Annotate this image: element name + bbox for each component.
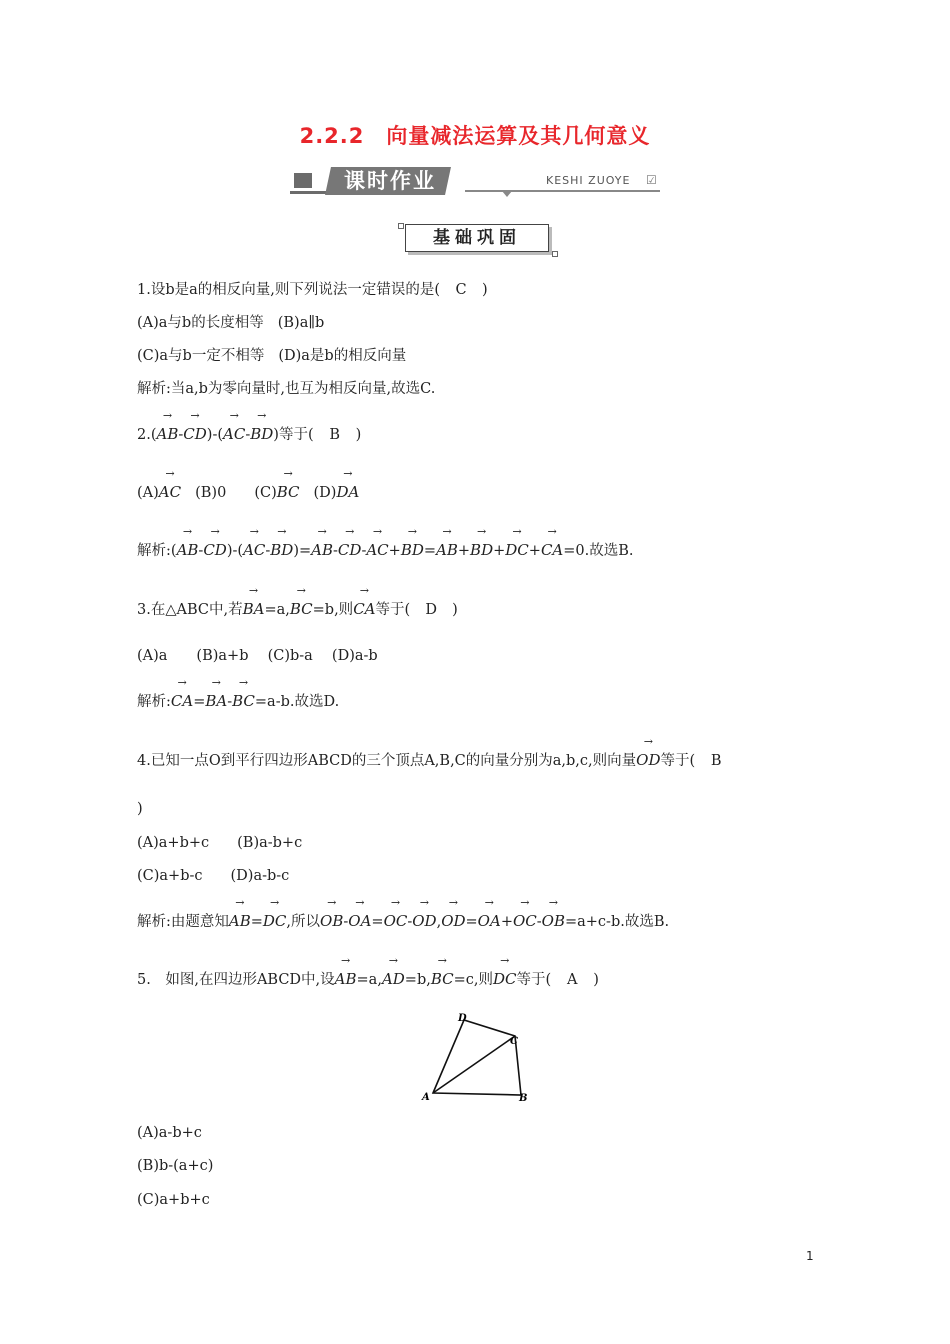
question-4-stem: 4.已知一点O到平行四边形ABCD的三个顶点A,B,C的向量分别为a,b,c,则向量→ OD等于( B	[137, 750, 737, 771]
question-5-option-a: (A)a-b+c	[137, 1125, 202, 1141]
banner-rule	[465, 190, 660, 192]
question-4-options-ab: (A)a+b+c (B)a-b+c	[137, 835, 303, 851]
banner-triangle-icon	[502, 191, 512, 197]
page-number: 1	[806, 1249, 814, 1263]
label-c: C	[510, 1036, 518, 1047]
question-3-stem: 3.在△ABC中,若→ BA=a,→ BC=b,则→ CA等于( D )	[137, 599, 458, 620]
question-4-close: )	[137, 801, 143, 817]
banner-square-icon	[294, 173, 312, 188]
question-2-stem: 2.(→ AB-→ CD)-(→ AC-→ BD)等于( B )	[137, 424, 361, 445]
question-5-option-c: (C)a+b+c	[137, 1192, 210, 1208]
question-3-options: (A)a (B)a+b (C)b-a (D)a-b	[137, 648, 378, 664]
question-1-options-cd: (C)a与b一定不相等 (D)a是b的相反向量	[137, 348, 407, 364]
banner-label: 课时作业	[344, 169, 436, 193]
page-title: 2.2.2 向量减法运算及其几何意义	[299, 124, 651, 148]
section-banner	[290, 167, 662, 197]
answer: C	[455, 282, 467, 298]
answer: B	[329, 427, 340, 443]
question-4-options-cd: (C)a+b-c (D)a-b-c	[137, 868, 290, 884]
question-5-option-b: (B)b-(a+c)	[137, 1158, 214, 1174]
quadrilateral-figure	[420, 1010, 534, 1104]
checkmark-icon: ☑	[646, 173, 657, 187]
section-heading: 基础巩固	[405, 224, 549, 252]
question-2-analysis: 解析:(→ AB-→ CD)-(→ AC-→ BD)=→ AB-→ CD-→ AC+→ BD=→ AB+→ BD+→ DC+→ CA=0.故选B.	[137, 540, 634, 561]
question-5-stem: 5. 如图,在四边形ABCD中,设→ AB=a,→ AD=b,→ BC=c,则→ DC等于( A )	[137, 969, 599, 990]
label-d: D	[458, 1013, 467, 1024]
question-4-analysis: 解析:由题意知→ AB=→ DC,所以→ OB-→ OA=→ OC-→ OD,→ OD=→ OA+→ OC-→ OB=a+c-b.故选B.	[137, 911, 669, 932]
label-a: A	[422, 1092, 430, 1103]
label-b: B	[519, 1093, 528, 1104]
answer: B	[710, 753, 722, 769]
question-3-analysis: 解析:→ CA=→ BA-→ BC=a-b.故选D.	[137, 691, 339, 712]
question-1-analysis: 解析:当a,b为零向量时,也互为相反向量,故选C.	[137, 381, 436, 397]
question-2-options: (A)→ AC (B)0 (C)→ BC (D)→ DA	[137, 482, 359, 503]
banner-pinyin: KESHI ZUOYE	[546, 174, 631, 187]
answer: A	[566, 972, 578, 988]
question-1-stem: 1.设b是a的相反向量,则下列说法一定错误的是( C )	[137, 282, 488, 298]
answer: D	[425, 602, 437, 618]
question-1-options-ab: (A)a与b的长度相等 (B)a∥b	[137, 315, 325, 331]
